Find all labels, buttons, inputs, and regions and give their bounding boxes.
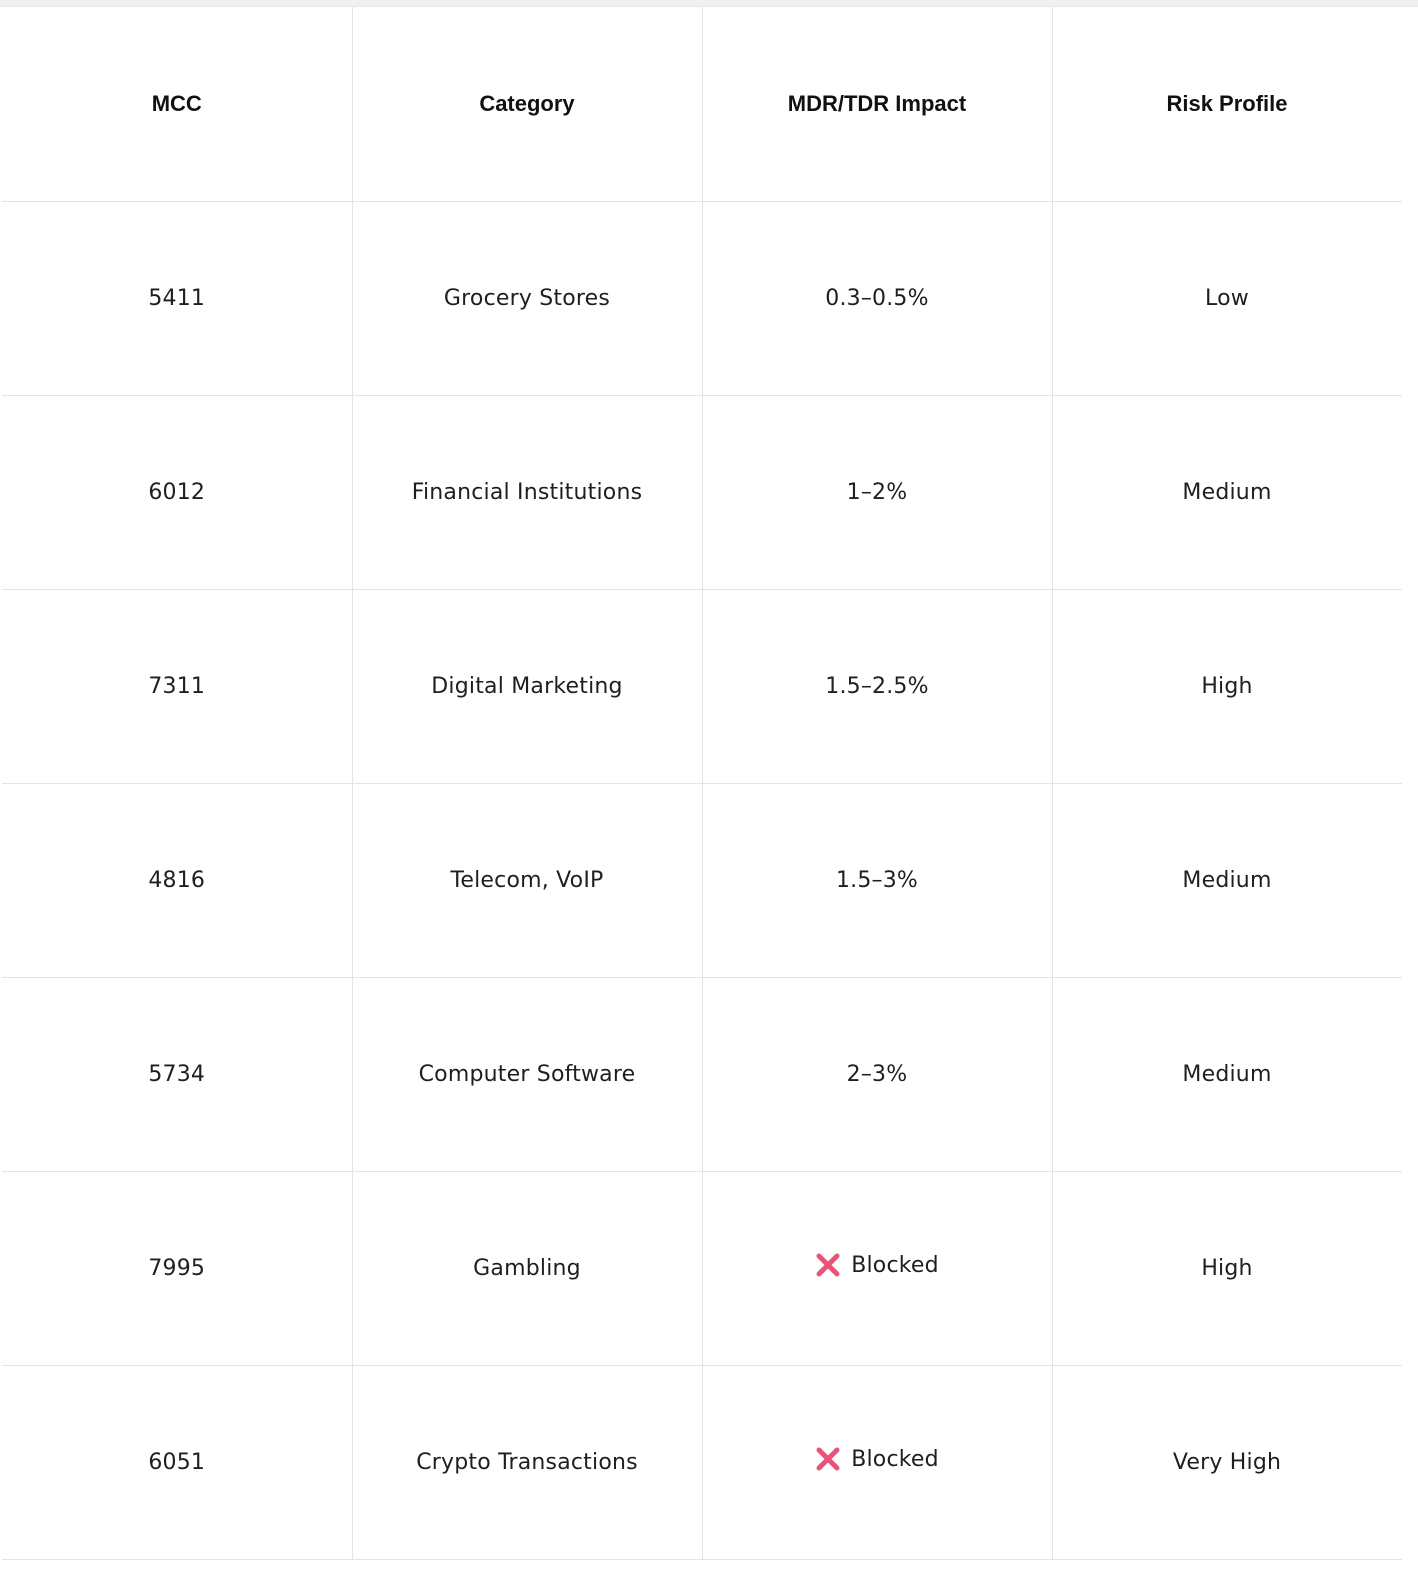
top-strip [0, 0, 1418, 7]
table-row [2, 783, 1402, 977]
blocked-status [815, 1252, 939, 1278]
blocked-label: Blocked [851, 1446, 939, 1472]
cell-impact: 1.5–2.5% [702, 589, 1052, 783]
cell-mcc: 5734 [2, 977, 352, 1171]
table-header-row [2, 7, 1402, 201]
cell-category: Crypto Transactions [352, 1365, 702, 1559]
cell-category: Financial Institutions [352, 395, 702, 589]
cell-impact: 0.3–0.5% [702, 201, 1052, 395]
cell-mcc: 6051 [2, 1365, 352, 1559]
cell-mcc: 6012 [2, 395, 352, 589]
header-category: Category [352, 7, 702, 201]
header-risk-profile: Risk Profile [1052, 7, 1402, 201]
cell-mcc: 5411 [2, 201, 352, 395]
table-row [2, 395, 1402, 589]
cell-risk-profile: Medium [1052, 977, 1402, 1171]
table-row [2, 977, 1402, 1171]
cell-risk-profile: Medium [1052, 783, 1402, 977]
cell-mcc: 7311 [2, 589, 352, 783]
cell-impact [702, 1171, 1052, 1365]
cell-risk-profile: High [1052, 589, 1402, 783]
blocked-label: Blocked [851, 1252, 939, 1278]
cell-risk-profile: Very High [1052, 1365, 1402, 1559]
cell-mcc: 4816 [2, 783, 352, 977]
cell-category: Digital Marketing [352, 589, 702, 783]
table-body [2, 201, 1402, 1559]
blocked-status [815, 1446, 939, 1472]
cell-risk-profile: High [1052, 1171, 1402, 1365]
cell-category: Telecom, VoIP [352, 783, 702, 977]
cell-category: Grocery Stores [352, 201, 702, 395]
cell-mcc: 7995 [2, 1171, 352, 1365]
cell-impact [702, 1365, 1052, 1559]
cell-category: Computer Software [352, 977, 702, 1171]
table-row [2, 589, 1402, 783]
cell-category: Gambling [352, 1171, 702, 1365]
cell-impact: 2–3% [702, 977, 1052, 1171]
cell-risk-profile: Low [1052, 201, 1402, 395]
mcc-table [2, 7, 1402, 1560]
header-impact: MDR/TDR Impact [702, 7, 1052, 201]
cross-mark-icon [815, 1252, 841, 1278]
cross-mark-icon [815, 1446, 841, 1472]
cell-impact: 1.5–3% [702, 783, 1052, 977]
mcc-table-container [2, 7, 1402, 1565]
header-mcc: MCC [2, 7, 352, 201]
table-row [2, 201, 1402, 395]
cell-risk-profile: Medium [1052, 395, 1402, 589]
table-row [2, 1171, 1402, 1365]
table-row [2, 1365, 1402, 1559]
cell-impact: 1–2% [702, 395, 1052, 589]
